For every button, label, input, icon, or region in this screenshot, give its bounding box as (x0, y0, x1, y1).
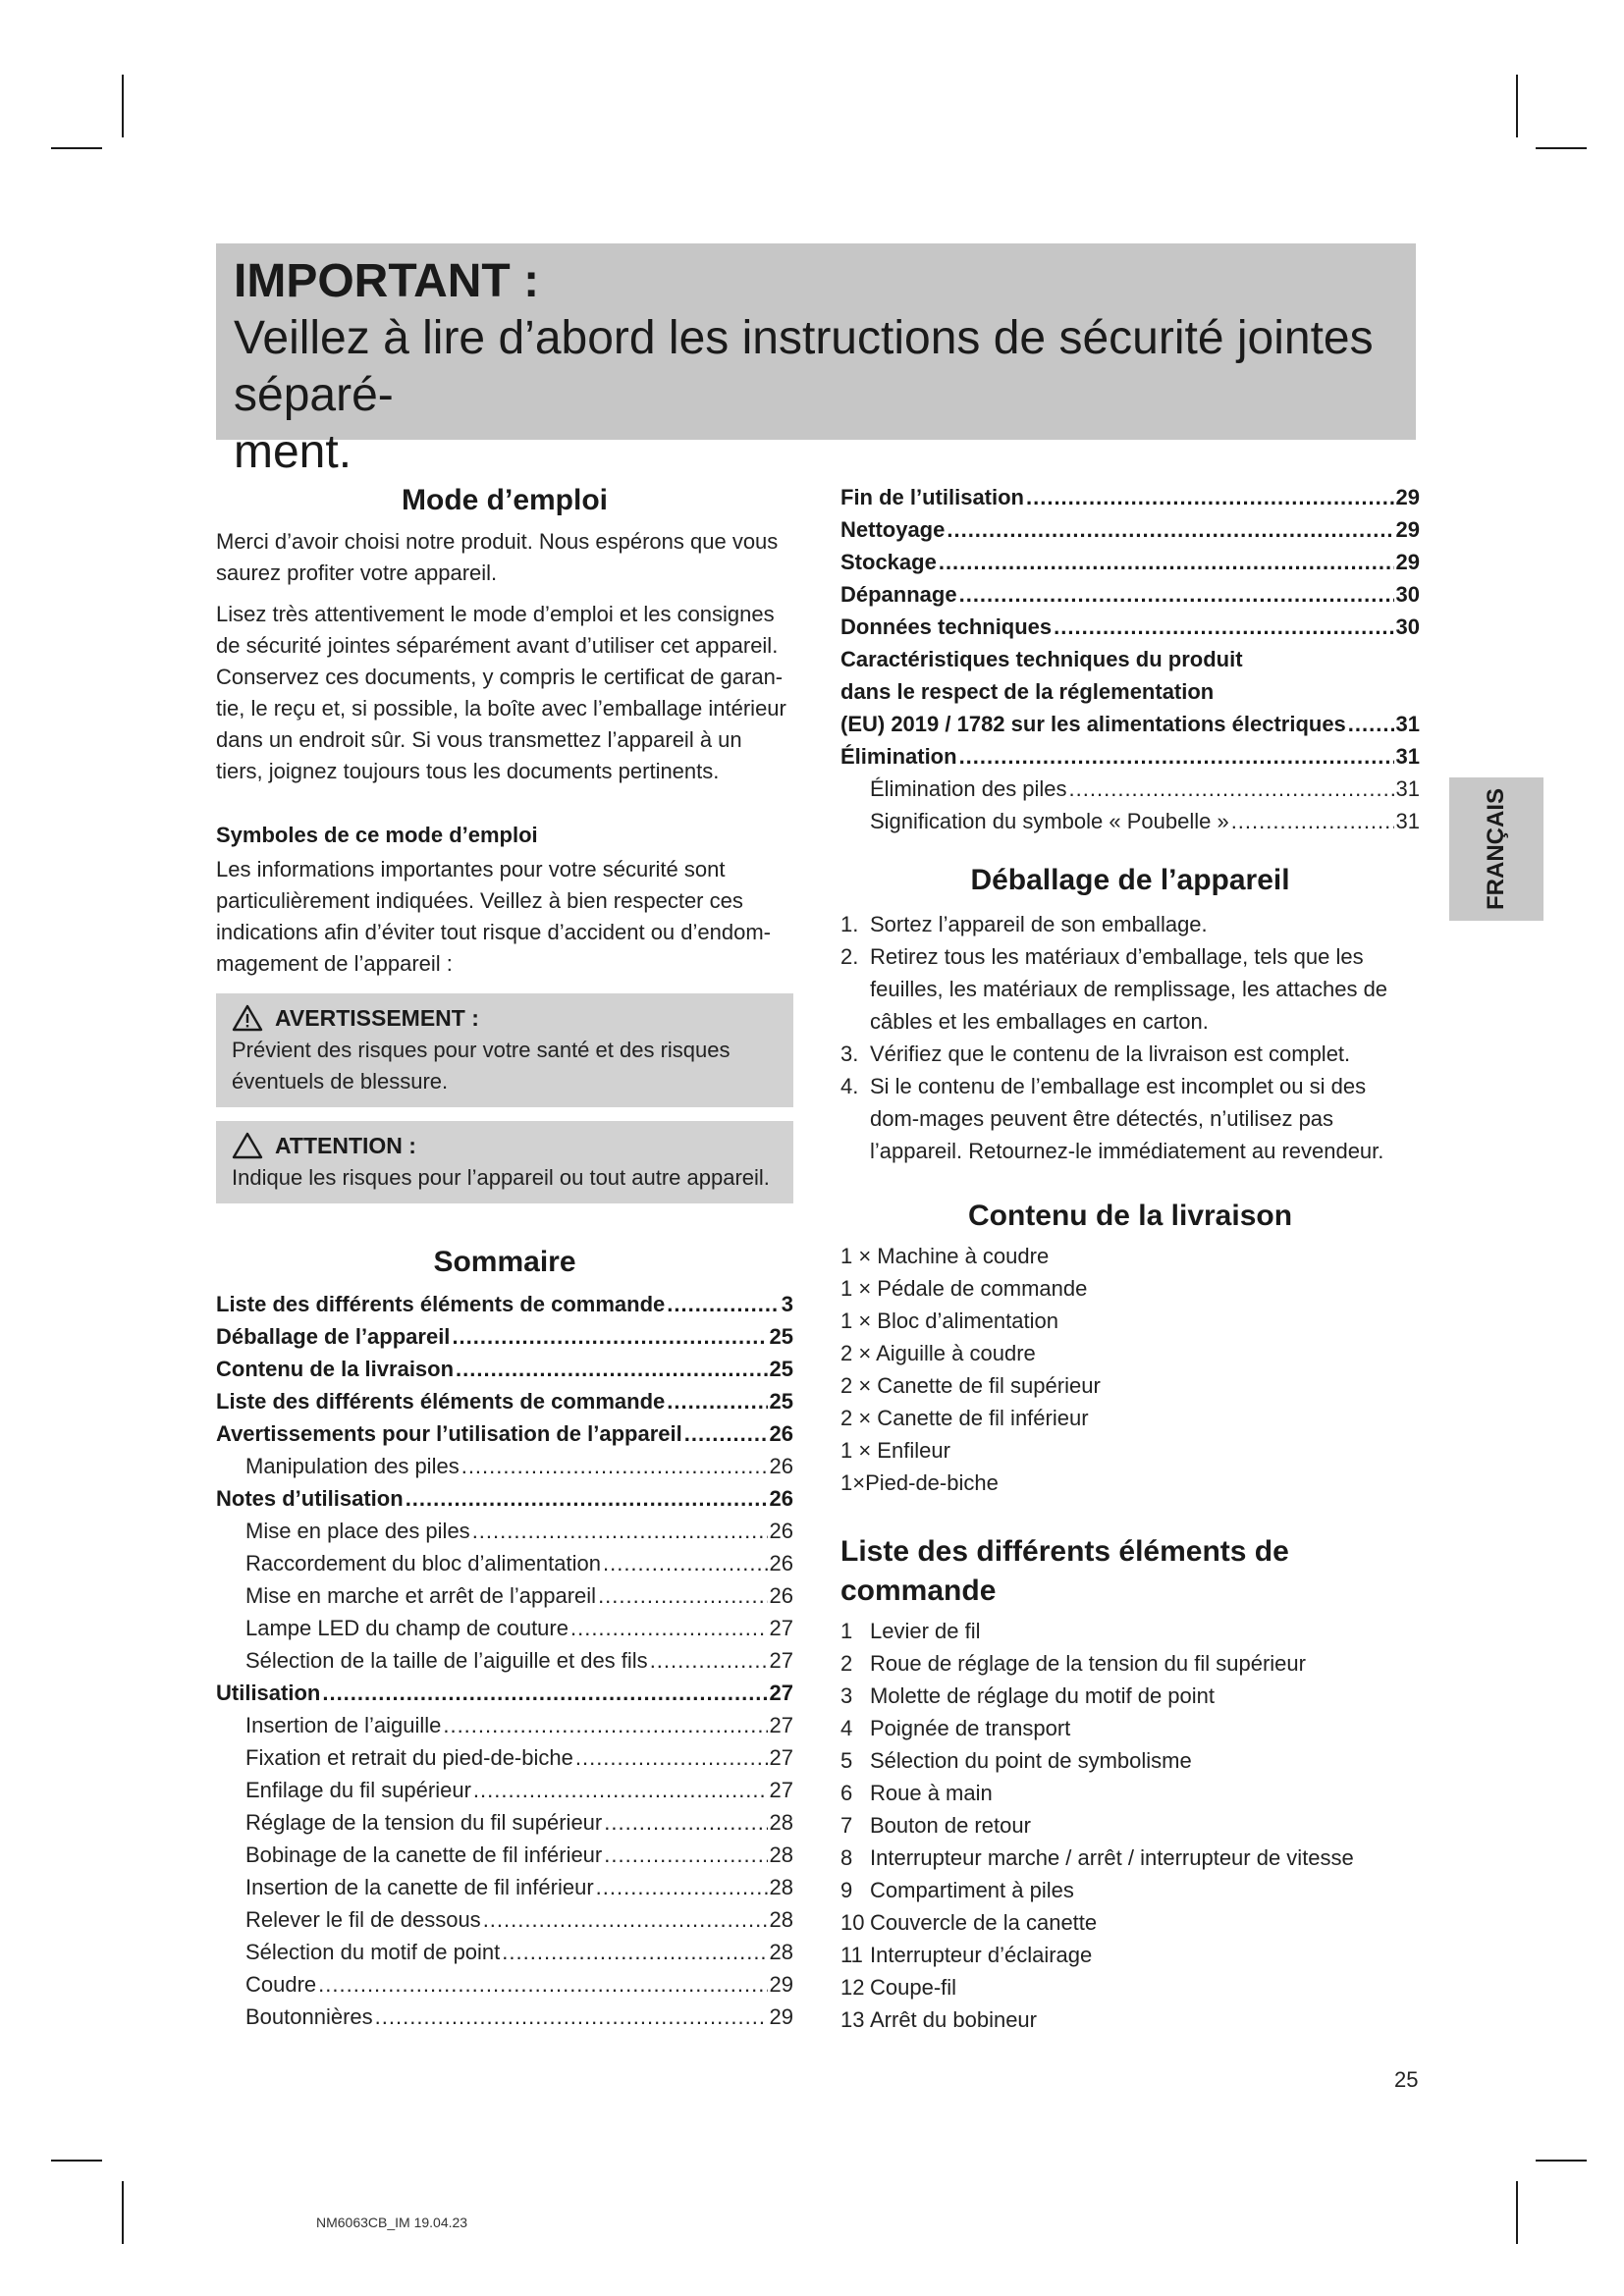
toc-entry-label: Réglage de la tension du fil supérieur (245, 1810, 603, 1835)
toc-leader-dots (483, 1903, 768, 1936)
toc-leader-dots (1348, 708, 1394, 740)
toc-entry-label: Relever le fil de dessous (245, 1907, 481, 1932)
warning-title: AVERTISSEMENT : (275, 1005, 479, 1031)
important-banner (216, 243, 1416, 478)
attention-text: Indique les risques pour l’appareil ou tout autre appareil. (232, 1165, 770, 1190)
element-item-number: 5 (840, 1748, 853, 1773)
toc-entry-page: 25 (769, 1324, 793, 1349)
deballage-steps (840, 908, 1420, 1167)
toc-entry-label: Insertion de l’aiguille (245, 1713, 442, 1737)
toc-entry[interactable] (216, 1871, 793, 1903)
element-item-text: Sélection du point de symbolisme (870, 1748, 1192, 1773)
toc-entry[interactable] (840, 578, 1420, 611)
language-tab-label: FRANÇAIS (1483, 788, 1509, 910)
toc-entry-page: 29 (1395, 485, 1420, 509)
toc-entry-page: 26 (769, 1421, 793, 1446)
toc-entry-page: 28 (769, 1907, 793, 1932)
toc-leader-dots (596, 1871, 768, 1903)
toc-entry[interactable] (216, 1288, 793, 1320)
toc-leader-dots (375, 2001, 768, 2033)
toc-entry-page: 28 (769, 1875, 793, 1899)
toc-leader-dots (452, 1320, 767, 1353)
toc-entry-label: Fin de l’utilisation (840, 485, 1024, 509)
element-item (840, 1744, 1420, 1777)
element-item-number: 2 (840, 1651, 853, 1676)
element-item-text: Coupe-fil (870, 1975, 957, 2000)
element-item-number: 12 (840, 1975, 865, 2000)
toc-leader-dots (570, 1612, 768, 1644)
toc-entry-label: (EU) 2019 / 1782 sur les alimentations électriques (840, 712, 1346, 736)
table-of-contents (216, 1288, 793, 2033)
element-item-number: 8 (840, 1845, 853, 1870)
element-item-number: 9 (840, 1878, 853, 1902)
toc-entry[interactable] (216, 1774, 793, 1806)
toc-entry-label: Raccordement du bloc d’alimentation (245, 1551, 601, 1575)
element-item-number: 7 (840, 1813, 853, 1838)
toc-entry[interactable] (216, 1936, 793, 1968)
table-of-contents-continued (840, 481, 1420, 643)
attention-title-row (232, 1129, 780, 1162)
element-item-text: Molette de réglage du motif de point (870, 1683, 1216, 1708)
toc-entry-page: 27 (769, 1681, 793, 1705)
right-column (840, 481, 1420, 2036)
page-number: 25 (1394, 2067, 1419, 2092)
contenu-item: 2 × Canette de fil inférieur (840, 1406, 1089, 1430)
toc-entry-label: Enfilage du fil supérieur (245, 1778, 471, 1802)
toc-entry[interactable] (216, 1482, 793, 1515)
element-item (840, 1680, 1420, 1712)
toc-leader-dots (939, 546, 1394, 578)
toc-entry[interactable] (216, 1320, 793, 1353)
toc-entry[interactable]: Caractéristiques techniques du produit (840, 647, 1243, 671)
toc-entry-label: Liste des différents éléments de commande (216, 1389, 666, 1414)
toc-leader-dots (1069, 773, 1394, 805)
element-item-number: 6 (840, 1781, 853, 1805)
sommaire-title: Sommaire (433, 1246, 576, 1278)
toc-entry-page: 27 (769, 1778, 793, 1802)
toc-entry[interactable] (216, 1417, 793, 1450)
warning-title-row (232, 1001, 780, 1035)
attention-box (216, 1121, 793, 1203)
toc-entry[interactable] (840, 546, 1420, 578)
contenu-item: 1 × Bloc d’alimentation (840, 1308, 1058, 1333)
toc-entry-page: 26 (769, 1551, 793, 1575)
deballage-step (840, 1038, 1420, 1070)
toc-leader-dots (650, 1644, 768, 1677)
symbols-paragraph: Les informations importantes pour votre sécurité sont particulièrement indiquées. Veillez à bien respecter ces indications afin d’éviter tout risque d’accident ou d’endom-magement de l’appareil : (216, 857, 771, 976)
element-item (840, 1809, 1420, 1842)
element-item (840, 1615, 1420, 1647)
toc-entry-label: Nettoyage (840, 517, 946, 542)
deballage-step-text: Retirez tous les matériaux d’emballage, tels que les feuilles, les matériaux de remplissage, les attaches de câbles et les emballages en carton. (870, 944, 1388, 1034)
element-item-number: 10 (840, 1910, 865, 1935)
toc-entry-label: Manipulation des piles (245, 1454, 460, 1478)
contenu-item: 1 × Enfileur (840, 1438, 950, 1463)
contenu-item: 1 × Pédale de commande (840, 1276, 1088, 1301)
element-item-text: Interrupteur d’éclairage (870, 1943, 1093, 1967)
toc-entry[interactable]: dans le respect de la réglementation (840, 679, 1215, 704)
toc-entry-label: Stockage (840, 550, 937, 574)
toc-entry-label: Dépannage (840, 582, 957, 607)
toc-entry[interactable] (840, 805, 1420, 837)
toc-leader-dots (1054, 611, 1393, 643)
toc-entry-page: 26 (769, 1519, 793, 1543)
element-item-number: 1 (840, 1619, 853, 1643)
element-item-text: Bouton de retour (870, 1813, 1031, 1838)
toc-entry[interactable] (216, 1385, 793, 1417)
toc-leader-dots (959, 740, 1394, 773)
toc-leader-dots (502, 1936, 767, 1968)
toc-leader-dots (461, 1450, 768, 1482)
warning-triangle-icon (232, 1004, 263, 1032)
toc-leader-dots (604, 1806, 767, 1839)
toc-entry[interactable] (840, 708, 1420, 740)
toc-entry-page: 28 (769, 1940, 793, 1964)
toc-entry[interactable] (216, 1677, 793, 1709)
toc-entry-page: 25 (769, 1389, 793, 1414)
toc-entry-label: Données techniques (840, 614, 1053, 639)
toc-entry-label: Élimination des piles (870, 776, 1067, 801)
banner-line: Veillez à lire d’abord les instructions de sécurité jointes séparé- (234, 312, 1374, 421)
toc-entry-page: 29 (1395, 517, 1420, 542)
instructions-paragraph: Lisez très attentivement le mode d’emploi et les consignes de sécurité jointes séparément avant d’utiliser cet appareil. Conservez ces documents, y compris le certificat de garan-tie, le reçu et, si possible, la boîte avec l’emballage intérieur dans un endroit sûr. Si vous transmettez l’appareil à un tiers, joignez toujours tous les documents pertinents. (216, 602, 786, 783)
element-item-text: Poignée de transport (870, 1716, 1071, 1740)
toc-entry-page: 28 (769, 1842, 793, 1867)
toc-entry[interactable] (840, 481, 1420, 513)
element-item (840, 1777, 1420, 1809)
toc-entry-label: Mise en place des piles (245, 1519, 470, 1543)
element-item-number: 13 (840, 2007, 865, 2032)
toc-entry-label: Bobinage de la canette de fil inférieur (245, 1842, 603, 1867)
element-item-number: 11 (840, 1943, 863, 1967)
toc-entry-page: 27 (769, 1713, 793, 1737)
deballage-step-number: 1. (840, 912, 859, 936)
toc-entry[interactable] (216, 1839, 793, 1871)
element-item (840, 1874, 1420, 1906)
deballage-step-number: 2. (840, 944, 859, 969)
toc-entry-label: Sélection de la taille de l’aiguille et des fils (245, 1648, 648, 1673)
toc-entry-label: Utilisation (216, 1681, 321, 1705)
contenu-list (840, 1240, 1420, 1499)
toc-leader-dots (598, 1579, 767, 1612)
toc-entry-page: 31 (1395, 809, 1420, 833)
elements-title: Liste des différents éléments de commande (840, 1535, 1289, 1607)
toc-entry-label: Insertion de la canette de fil inférieur (245, 1875, 594, 1899)
toc-leader-dots (472, 1515, 768, 1547)
toc-entry[interactable] (216, 1806, 793, 1839)
crop-mark (1516, 75, 1518, 137)
element-item-text: Levier de fil (870, 1619, 981, 1643)
toc-leader-dots (959, 578, 1394, 611)
contenu-item: 2 × Aiguille à coudre (840, 1341, 1036, 1365)
element-item-text: Couvercle de la canette (870, 1910, 1098, 1935)
banner-heading: IMPORTANT : (234, 255, 540, 307)
toc-entry-page: 29 (769, 1972, 793, 1997)
deballage-step-text: Si le contenu de l’emballage est incomplet ou si des dom-mages peuvent être détectés, n’utilisez pas l’appareil. Retournez-le immédiatement au revendeur. (870, 1074, 1384, 1163)
element-item (840, 1842, 1420, 1874)
deballage-step (840, 1070, 1420, 1167)
element-item-number: 3 (840, 1683, 853, 1708)
toc-entry[interactable] (840, 513, 1420, 546)
toc-entry[interactable] (216, 1515, 793, 1547)
element-item-text: Roue à main (870, 1781, 993, 1805)
crop-mark (51, 2160, 102, 2162)
toc-entry-page: 27 (769, 1648, 793, 1673)
toc-entry-label: Fixation et retrait du pied-de-biche (245, 1745, 573, 1770)
toc-leader-dots (603, 1547, 768, 1579)
toc-entry-page: 31 (1395, 776, 1420, 801)
toc-leader-dots (1231, 805, 1394, 837)
element-item-text: Interrupteur marche / arrêt / interrupteur de vitesse (870, 1845, 1354, 1870)
toc-entry[interactable] (216, 1450, 793, 1482)
toc-entry-label: Élimination (840, 744, 957, 769)
contenu-item: 1 × Machine à coudre (840, 1244, 1050, 1268)
toc-entry-page: 26 (769, 1486, 793, 1511)
toc-entry-page: 31 (1395, 712, 1420, 736)
attention-triangle-icon (232, 1132, 263, 1159)
crop-mark (122, 75, 124, 137)
contenu-item: 2 × Canette de fil supérieur (840, 1373, 1101, 1398)
toc-entry[interactable] (216, 1353, 793, 1385)
language-tab (1449, 777, 1543, 921)
toc-entry[interactable] (216, 1579, 793, 1612)
crop-mark (1536, 2160, 1587, 2162)
toc-leader-dots (947, 513, 1393, 546)
deballage-step (840, 940, 1420, 1038)
toc-entry-label: Signification du symbole « Poubelle » (870, 809, 1229, 833)
element-item (840, 1647, 1420, 1680)
toc-entry-page: 29 (769, 2004, 793, 2029)
element-item-number: 4 (840, 1716, 853, 1740)
toc-leader-dots (443, 1709, 767, 1741)
toc-entry[interactable] (840, 611, 1420, 643)
warning-box (216, 993, 793, 1107)
deballage-step-number: 3. (840, 1041, 859, 1066)
crop-mark (1536, 147, 1587, 149)
toc-entry-page: 30 (1395, 582, 1420, 607)
deballage-step-number: 4. (840, 1074, 859, 1098)
crop-mark (122, 2181, 124, 2244)
toc-leader-dots (1026, 481, 1394, 513)
toc-entry-page: 3 (781, 1292, 793, 1316)
toc-entry-label: Sélection du motif de point (245, 1940, 501, 1964)
toc-entry-page: 26 (769, 1583, 793, 1608)
toc-leader-dots (406, 1482, 768, 1515)
attention-title: ATTENTION : (275, 1133, 416, 1158)
banner-line: ment. (234, 426, 352, 478)
element-item (840, 2003, 1420, 2036)
toc-leader-dots (473, 1774, 768, 1806)
toc-entry-page: 28 (769, 1810, 793, 1835)
toc-entry[interactable] (216, 1547, 793, 1579)
toc-entry-page: 29 (1395, 550, 1420, 574)
toc-entry-page: 30 (1395, 614, 1420, 639)
crop-mark (1516, 2181, 1518, 2244)
element-item-text: Compartiment à piles (870, 1878, 1074, 1902)
deballage-step (840, 908, 1420, 940)
toc-entry[interactable] (216, 1741, 793, 1774)
toc-entry-label: Liste des différents éléments de commande (216, 1292, 666, 1316)
toc-entry[interactable] (216, 1612, 793, 1644)
toc-entry-label: Notes d’utilisation (216, 1486, 404, 1511)
warning-text: Prévient des risques pour votre santé et des risques éventuels de blessure. (232, 1038, 731, 1094)
toc-entry-label: Lampe LED du champ de couture (245, 1616, 568, 1640)
toc-leader-dots (456, 1353, 767, 1385)
toc-entry-label: Boutonnières (245, 2004, 373, 2029)
symbols-heading: Symboles de ce mode d’emploi (216, 823, 538, 847)
toc-leader-dots (667, 1288, 779, 1320)
element-item-text: Arrêt du bobineur (870, 2007, 1037, 2032)
element-item-text: Roue de réglage de la tension du fil supérieur (870, 1651, 1306, 1676)
toc-entry[interactable] (216, 1903, 793, 1936)
toc-entry-label: Déballage de l’appareil (216, 1324, 451, 1349)
toc-leader-dots (684, 1417, 768, 1450)
toc-entry[interactable] (840, 740, 1420, 773)
table-of-contents-continued (840, 708, 1420, 837)
toc-entry-label: Coudre (245, 1972, 317, 1997)
left-column (216, 481, 793, 2033)
toc-entry[interactable] (216, 2001, 793, 2033)
element-item (840, 1712, 1420, 1744)
contenu-item: 1×Pied-de-biche (840, 1470, 999, 1495)
element-item (840, 1971, 1420, 2003)
crop-mark (51, 147, 102, 149)
toc-entry-page: 31 (1395, 744, 1420, 769)
footer-code: NM6063CB_IM 19.04.23 (316, 2215, 468, 2230)
deballage-step-text: Vérifiez que le contenu de la livraison est complet. (870, 1041, 1351, 1066)
toc-entry-label: Contenu de la livraison (216, 1357, 455, 1381)
toc-entry[interactable] (840, 773, 1420, 805)
toc-entry-page: 27 (769, 1745, 793, 1770)
toc-leader-dots (667, 1385, 767, 1417)
toc-leader-dots (575, 1741, 768, 1774)
toc-entry-label: Mise en marche et arrêt de l’appareil (245, 1583, 597, 1608)
element-item (840, 1906, 1420, 1939)
deballage-title: Déballage de l’appareil (970, 864, 1290, 896)
element-item (840, 1939, 1420, 1971)
mode-emploi-title: Mode d’emploi (402, 484, 608, 516)
deballage-step-text: Sortez l’appareil de son emballage. (870, 912, 1208, 936)
toc-leader-dots (318, 1968, 767, 2001)
contenu-title: Contenu de la livraison (967, 1200, 1293, 1232)
toc-entry-page: 27 (769, 1616, 793, 1640)
toc-leader-dots (322, 1677, 767, 1709)
intro-paragraph: Merci d’avoir choisi notre produit. Nous espérons que vous saurez profiter votre appareil. (216, 529, 779, 585)
elements-list (840, 1615, 1420, 2036)
toc-entry-page: 26 (769, 1454, 793, 1478)
toc-entry[interactable] (216, 1644, 793, 1677)
toc-entry[interactable] (216, 1709, 793, 1741)
toc-entry-page: 25 (769, 1357, 793, 1381)
toc-entry-label: Avertissements pour l’utilisation de l’appareil (216, 1421, 682, 1446)
toc-leader-dots (604, 1839, 767, 1871)
toc-entry[interactable] (216, 1968, 793, 2001)
